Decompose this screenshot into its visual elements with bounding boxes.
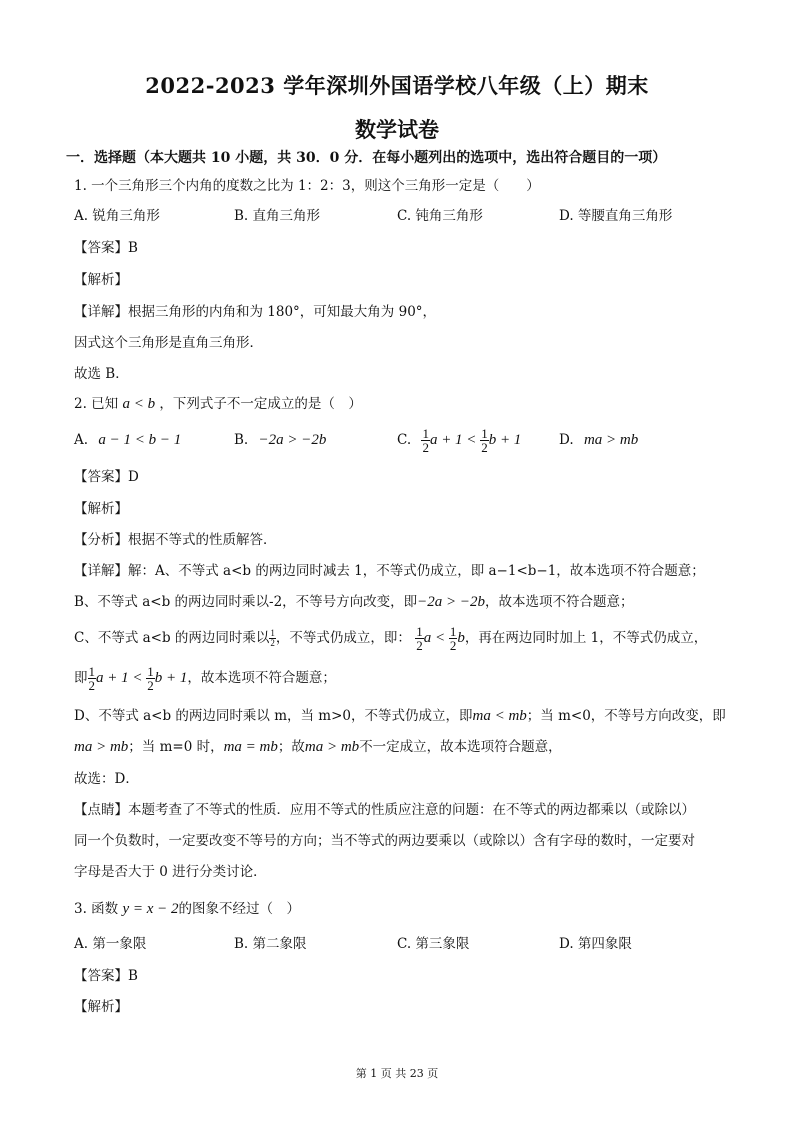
q2-option-d-label: D. bbox=[559, 432, 574, 448]
q2-detail-d2-math-3: ma > mb bbox=[304, 739, 360, 755]
q2-option-c-label: C. bbox=[397, 432, 412, 448]
q2-detail-b bbox=[74, 592, 634, 612]
q2-stem-suffix: ，下列式子不一定成立的是（ ） bbox=[159, 396, 362, 412]
q2-option-b bbox=[234, 430, 326, 450]
q3-option-b: B. 第二象限 bbox=[234, 936, 307, 952]
q2-option-d bbox=[559, 430, 638, 450]
q2-option-b-math: −2a > −2b bbox=[258, 432, 327, 448]
q1-option-a: A. 锐角三角形 bbox=[74, 208, 160, 224]
q2-answer: 【答案】D bbox=[74, 469, 139, 485]
q2-detail-c-pre: C、不等式 a<b 的两边同时乘以 bbox=[74, 630, 270, 646]
q3-stem-suffix: 的图象不经过（ ） bbox=[178, 901, 301, 917]
q1-option-d: D. 等腰直角三角形 bbox=[559, 208, 673, 224]
q1-stem: 1. 一个三角形三个内角的度数之比为 1：2：3，则这个三角形一定是（ ） bbox=[74, 178, 540, 194]
q2-detail-d2-math-1: ma > mb bbox=[74, 739, 129, 755]
q1-answer: 【答案】B bbox=[74, 240, 138, 256]
q2-detail-d-pre: D、不等式 a<b 的两边同时乘以 m，当 m>0，不等式仍成立，即 bbox=[74, 708, 473, 724]
page-number: 第 1 页 共 23 页 bbox=[355, 1067, 439, 1080]
q2-detail-d-math-1: ma < mb bbox=[472, 708, 527, 724]
document-subtitle: 数学试卷 bbox=[355, 117, 439, 142]
q2-detail-d2-text-1: ；当 m=0 时， bbox=[128, 739, 224, 755]
q2-detail-c2: 即 $\frac{1}{2}$ a + 1 < $\frac{1}{2}$ b + 1，故本选项不符合题意； bbox=[74, 664, 336, 693]
q1-option-c: C. 钝角三角形 bbox=[397, 208, 483, 224]
q1-detail-1: 【详解】根据三角形的内角和为 180°，可知最大角为 90°， bbox=[74, 304, 437, 320]
q2-stem-prefix: 2. 已知 bbox=[74, 396, 119, 412]
q2-option-b-label: B. bbox=[234, 432, 249, 448]
q2-detail-d bbox=[74, 706, 726, 726]
q2-detail-b-post: ，故本选项不符合题意； bbox=[485, 594, 634, 610]
q1-conclusion: 故选 B． bbox=[74, 366, 129, 382]
q3-stem-prefix: 3. 函数 bbox=[74, 901, 119, 917]
q3-stem-math: y = x − 2 bbox=[122, 901, 179, 917]
q3-stem bbox=[74, 899, 300, 919]
q2-option-a-math: a − 1 < b − 1 bbox=[98, 432, 182, 448]
q3-option-a: A. 第一象限 bbox=[74, 936, 147, 952]
q3-answer: 【答案】B bbox=[74, 968, 138, 984]
q2-detail-c-mid: ，不等式仍成立，即： bbox=[275, 630, 411, 646]
q3-option-c: C. 第三象限 bbox=[397, 936, 470, 952]
q3-analysis: 【解析】 bbox=[74, 999, 128, 1015]
q2-detail-b-math: −2a > −2b bbox=[417, 594, 486, 610]
q2-option-a bbox=[74, 430, 181, 450]
q2-analysis: 【解析】 bbox=[74, 501, 128, 517]
q2-detail-d-mid: ；当 m<0，不等号方向改变，即 bbox=[526, 708, 726, 724]
q2-detail-d2-text-2: ；故 bbox=[277, 739, 305, 755]
q2-detail-c2-post: ，故本选项不符合题意； bbox=[187, 670, 336, 686]
q2-conclusion: 故选：D． bbox=[74, 771, 139, 787]
q2-detail-a: 【详解】解：A、不等式 a<b 的两边同时减去 1，不等式仍成立，即 a−1<b−1，故本选项不符合题意； bbox=[74, 563, 705, 579]
q2-stem-math: a < b bbox=[122, 396, 156, 412]
q2-detail-d2-math-2: ma = mb bbox=[223, 739, 278, 755]
q2-option-c-math: $\frac{1}{2}$ a + 1 < $\frac{1}{2}$ b + 1 bbox=[422, 426, 522, 455]
q2-detail-d2 bbox=[74, 737, 562, 757]
q2-option-d-math: ma > mb bbox=[583, 432, 639, 448]
q2-fenxi: 【分析】根据不等式的性质解答． bbox=[74, 532, 277, 548]
q3-option-d: D. 第四象限 bbox=[559, 936, 632, 952]
q2-note-1: 【点睛】本题考查了不等式的性质．应用不等式的性质应注意的问题：在不等式的两边都乘以（或除以） bbox=[74, 802, 695, 818]
q2-note-3: 字母是否大于 0 进行分类讨论． bbox=[74, 864, 267, 880]
q2-option-c bbox=[397, 422, 521, 458]
q2-detail-c-post: ，再在两边同时加上 1，不等式仍成立， bbox=[464, 630, 708, 646]
q1-detail-2: 因式这个三角形是直角三角形． bbox=[74, 335, 263, 351]
q2-note-2: 同一个负数时，一定要改变不等号的方向；当不等式的两边要乘以（或除以）含有字母的数时，一定要对 bbox=[74, 833, 695, 849]
q1-analysis: 【解析】 bbox=[74, 272, 128, 288]
q2-option-a-label: A. bbox=[74, 432, 89, 448]
q2-detail-c: C、不等式 a<b 的两边同时乘以 $\frac{1}{2}$ ，不等式仍成立，即： $\frac{1}{2}$ a < $\frac{1}{2}$ b，再在两边同时加上 1，不等式仍成立， bbox=[74, 624, 708, 653]
q2-detail-d2-text-3: 不一定成立，故本选项符合题意， bbox=[359, 739, 562, 755]
q2-stem bbox=[74, 394, 362, 414]
q1-option-b: B. 直角三角形 bbox=[234, 208, 321, 224]
document-title: 2022-2023 学年深圳外国语学校八年级（上）期末 bbox=[145, 73, 649, 98]
q2-detail-b-pre: B、不等式 a<b 的两边同时乘以-2，不等号方向改变，即 bbox=[74, 594, 418, 610]
section-heading: 一．选择题（本大题共 10 小题，共 30．0 分．在每小题列出的选项中，选出符合题目的一项） bbox=[66, 150, 667, 166]
q2-detail-c2-pre: 即 bbox=[74, 670, 88, 686]
